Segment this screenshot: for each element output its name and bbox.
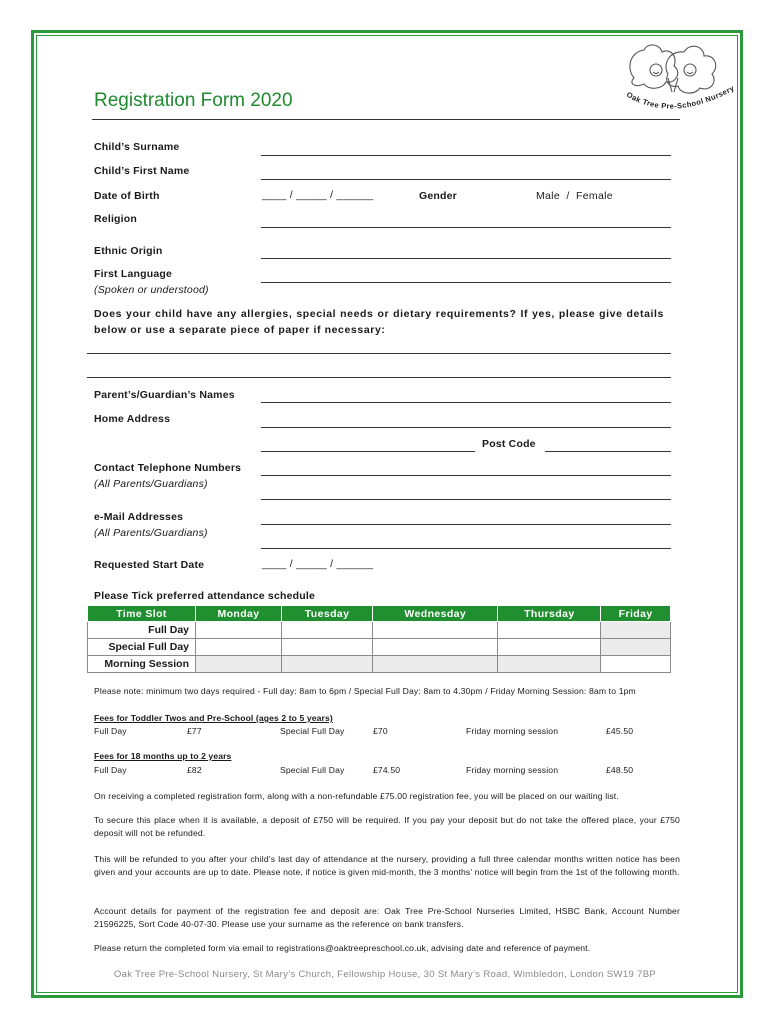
tick-cell-monday-disabled: [196, 656, 282, 673]
address-field-2[interactable]: [261, 451, 475, 452]
email-hint: (All Parents/Guardians): [94, 527, 208, 539]
form-title: Registration Form 2020: [94, 90, 293, 111]
fee-toddler-label-3: Friday morning session: [466, 726, 559, 736]
oak-tree-logo: [612, 38, 742, 120]
ethnic-origin-label: Ethnic Origin: [94, 245, 163, 257]
fee-toddler-value-1: £77: [187, 726, 202, 736]
table-row: [88, 656, 671, 673]
guardian-label: Parent’s/Guardian’s Names: [94, 389, 235, 401]
fee-baby-value-1: £82: [187, 765, 202, 775]
footer-address: Oak Tree Pre-School Nursery, St Mary’s Church, Fellowship House, 30 St Mary’s Road, Wimbledon, London SW19 7BP: [113, 969, 657, 980]
guardian-field[interactable]: [261, 402, 671, 403]
fee-baby-label-2: Special Full Day: [280, 765, 345, 775]
refund-paragraph: This will be refunded to you after your child’s last day of attendance at the nursery, providing a full three calendar months written notice has been given and your accounts are up to date. Please note, if notice is given mid-month, the 3 months’ notice will begin from the 1st of the following month.: [94, 854, 680, 877]
header-wednesday: Wednesday: [373, 606, 498, 622]
fee-toddler-value-3: £45.50: [606, 726, 634, 736]
surname-field[interactable]: [261, 155, 671, 156]
tick-cell-wednesday[interactable]: [373, 639, 498, 656]
allergies-line-2[interactable]: [87, 377, 671, 378]
religion-label: Religion: [94, 213, 138, 225]
tick-cell-wednesday-disabled: [373, 656, 498, 673]
header-friday: Friday: [601, 606, 671, 622]
schedule-heading: Please Tick preferred attendance schedule: [94, 590, 316, 602]
header-time-slot: Time Slot: [88, 606, 196, 622]
return-form-paragraph: Please return the completed form via email to registrations@oaktreepreschool.co.uk, advising date and reference of payment.: [94, 943, 591, 953]
tick-cell-thursday[interactable]: [498, 622, 601, 639]
header-thursday: Thursday: [498, 606, 601, 622]
tick-cell-wednesday[interactable]: [373, 622, 498, 639]
email-field-1[interactable]: [261, 524, 671, 525]
minimum-days-note: Please note: minimum two days required - Full day: 8am to 6pm / Special Full Day: 8am to 4.30pm / Friday Morning Session: 8am to 1pm: [94, 686, 636, 696]
dob-field[interactable]: ____ / _____ / ______: [262, 189, 374, 201]
table-row: [88, 639, 671, 656]
first-language-hint: (Spoken or understood): [94, 284, 209, 296]
phone-field-2[interactable]: [261, 499, 671, 500]
fee-toddler-value-2: £70: [373, 726, 388, 736]
tick-cell-monday[interactable]: [196, 622, 282, 639]
phone-field-1[interactable]: [261, 475, 671, 476]
attendance-header-row: [88, 606, 671, 622]
email-field-2[interactable]: [261, 548, 671, 549]
tick-cell-friday-disabled: [601, 622, 671, 639]
account-details-paragraph: Account details for payment of the registration fee and deposit are: Oak Tree Pre-School Nurseries Limited, HSBC Bank, Account Number 21596225, Sort Code 40-07-30. Please use your surname as the reference on bank transfers.: [94, 906, 680, 929]
fees-baby-heading: Fees for 18 months up to 2 years: [94, 751, 232, 761]
tick-cell-tuesday-disabled: [282, 656, 373, 673]
waiting-list-paragraph: On receiving a completed registration form, along with a non-refundable £75.00 registration fee, you will be placed on our waiting list.: [94, 791, 619, 801]
deposit-paragraph: To secure this place when it is available, a deposit of £750 will be required. If you pay your deposit but do not take the offered place, your £750 deposit will not be refunded.: [94, 815, 680, 838]
first-language-label: First Language: [94, 268, 173, 280]
surname-label: Child’s Surname: [94, 141, 180, 153]
gender-options[interactable]: Male / Female: [536, 190, 613, 202]
dob-label: Date of Birth: [94, 190, 160, 202]
fees-toddler-heading: Fees for Toddler Twos and Pre-School (ages 2 to 5 years): [94, 713, 333, 723]
attendance-table: [87, 605, 671, 673]
first-name-label: Child’s First Name: [94, 165, 190, 177]
allergies-question: Does your child have any allergies, special needs or dietary requirements? If yes, please give details below or use a separate piece of paper if necessary:: [94, 308, 664, 336]
row-label-special-full-day: Special Full Day: [88, 639, 196, 656]
first-language-field[interactable]: [261, 282, 671, 283]
email-label: e-Mail Addresses: [94, 511, 184, 523]
ethnic-origin-field[interactable]: [261, 258, 671, 259]
gender-label: Gender: [419, 190, 457, 202]
fee-baby-label-1: Full Day: [94, 765, 127, 775]
row-label-full-day: Full Day: [88, 622, 196, 639]
allergies-line-1[interactable]: [87, 353, 671, 354]
tick-cell-thursday[interactable]: [498, 639, 601, 656]
tick-cell-tuesday[interactable]: [282, 622, 373, 639]
svg-text:Oak Tree Pre-School Nursery: [625, 83, 736, 111]
fee-toddler-label-2: Special Full Day: [280, 726, 345, 736]
start-date-label: Requested Start Date: [94, 559, 205, 571]
tick-cell-friday[interactable]: [601, 656, 671, 673]
title-divider: [92, 119, 680, 120]
row-label-morning-session: Morning Session: [88, 656, 196, 673]
postcode-label: Post Code: [482, 438, 536, 450]
fee-baby-label-3: Friday morning session: [466, 765, 559, 775]
tick-cell-monday[interactable]: [196, 639, 282, 656]
address-label: Home Address: [94, 413, 171, 425]
logo-text: Oak Tree Pre-School Nursery: [625, 83, 736, 111]
tick-cell-thursday-disabled: [498, 656, 601, 673]
tick-cell-friday-disabled: [601, 639, 671, 656]
religion-field[interactable]: [261, 227, 671, 228]
fee-baby-value-2: £74.50: [373, 765, 401, 775]
first-name-field[interactable]: [261, 179, 671, 180]
start-date-field[interactable]: ____ / _____ / ______: [262, 558, 374, 570]
phone-label: Contact Telephone Numbers: [94, 462, 242, 474]
postcode-field[interactable]: [545, 451, 671, 452]
fee-baby-value-3: £48.50: [606, 765, 634, 775]
header-monday: Monday: [196, 606, 282, 622]
table-row: [88, 622, 671, 639]
header-tuesday: Tuesday: [282, 606, 373, 622]
address-field-1[interactable]: [261, 427, 671, 428]
phone-hint: (All Parents/Guardians): [94, 478, 208, 490]
tick-cell-tuesday[interactable]: [282, 639, 373, 656]
fee-toddler-label-1: Full Day: [94, 726, 127, 736]
